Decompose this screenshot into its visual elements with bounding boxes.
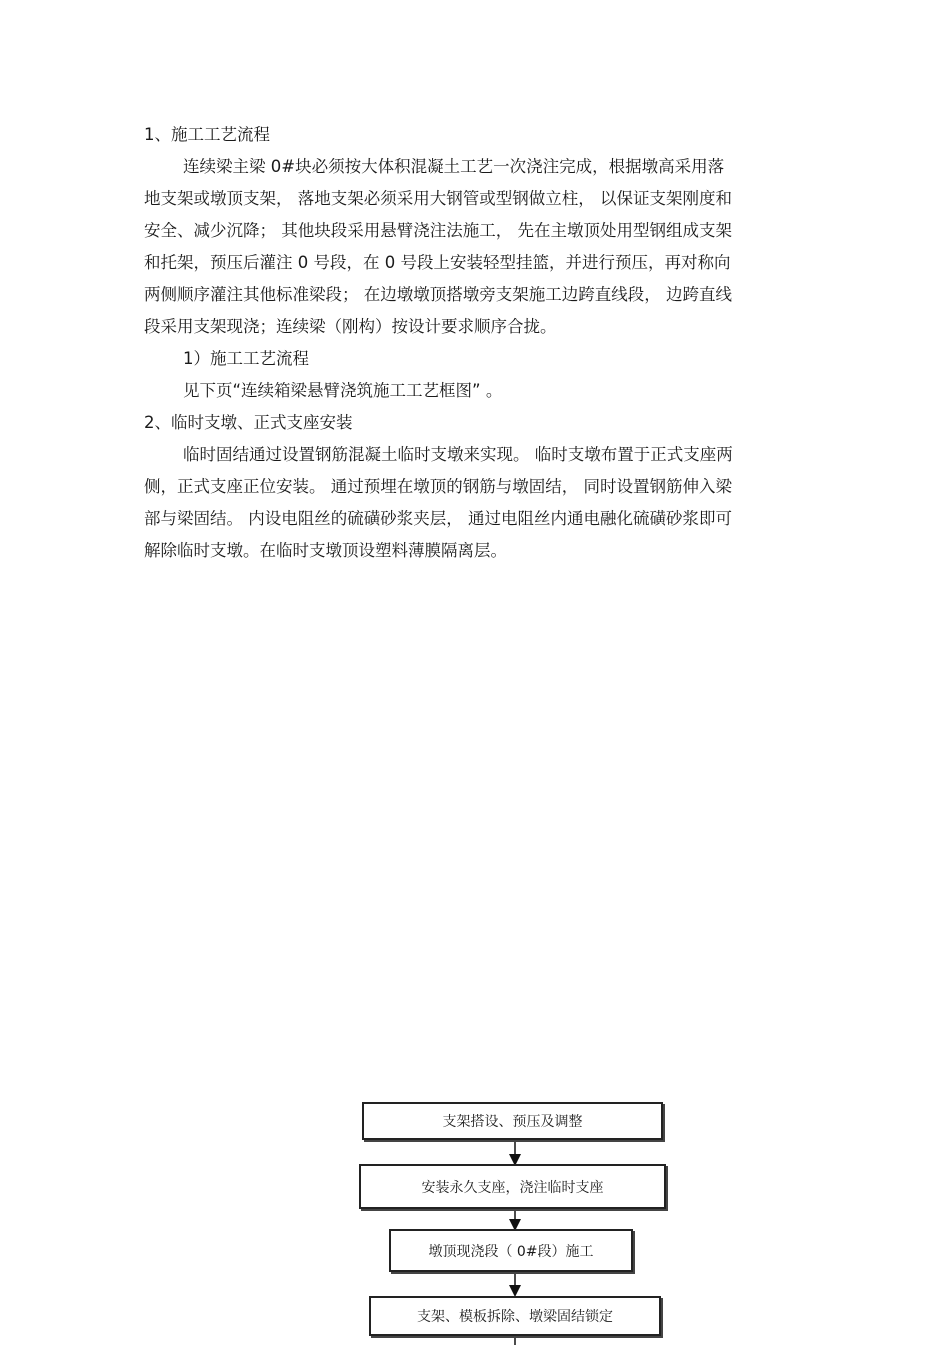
flow-step-3 <box>389 1229 633 1272</box>
paragraph-line: 连续梁主梁 0#块必须按大体积混凝土工艺一次浇注完成，根据墩高采用落 <box>183 157 725 176</box>
flow-step-4 <box>369 1296 661 1336</box>
flow-step-2 <box>359 1164 666 1209</box>
section1-sub-heading: 1）施工工艺流程 <box>183 349 309 368</box>
flow-step-label: 支架、模板拆除、墩梁固结锁定 <box>417 1309 613 1325</box>
paragraph-line: 地支架或墩顶支架， 落地支架必须采用大钢管或型钢做立柱， 以保证支架刚度和 <box>144 189 732 208</box>
paragraph-line: 部与梁固结。 内设电阻丝的硫磺砂浆夹层， 通过电阻丝内通电融化硫磺砂浆即可 <box>144 509 732 528</box>
paragraph-line: 和托架，预压后灌注 0 号段，在 0 号段上安装轻型挂篮，并进行预压，再对称向 <box>144 253 731 272</box>
paragraph-line: 段采用支架现浇；连续梁（刚构）按设计要求顺序合拢。 <box>144 317 557 336</box>
flow-step-1 <box>362 1102 663 1140</box>
flow-step-label: 安装永久支座，浇注临时支座 <box>421 1179 604 1196</box>
paragraph-line: 安全、减少沉降； 其他块段采用悬臂浇注法施工， 先在主墩顶处用型钢组成支架 <box>144 221 732 240</box>
paragraph-line: 解除临时支墩。在临时支墩顶设塑料薄膜隔离层。 <box>144 541 507 560</box>
paragraph-line: 两侧顺序灌注其他标准梁段； 在边墩墩顶搭墩旁支架施工边跨直线段， 边跨直线 <box>144 285 732 304</box>
section1-heading: 1、施工工艺流程 <box>144 125 270 144</box>
section1-sub-text: 见下页“连续箱梁悬臂浇筑施工工艺框图” 。 <box>183 381 503 400</box>
paragraph-line: 侧，正式支座正位安装。 通过预埋在墩顶的钢筋与墩固结， 同时设置钢筋伸入梁 <box>144 477 732 496</box>
flow-step-label: 支架搭设、预压及调整 <box>442 1114 583 1130</box>
flow-step-label: 墩顶现浇段（ 0#段）施工 <box>428 1243 594 1260</box>
paragraph-line: 临时固结通过设置钢筋混凝土临时支墩来实现。 临时支墩布置于正式支座两 <box>183 445 733 464</box>
section2-heading: 2、临时支墩、正式支座安装 <box>144 413 353 432</box>
